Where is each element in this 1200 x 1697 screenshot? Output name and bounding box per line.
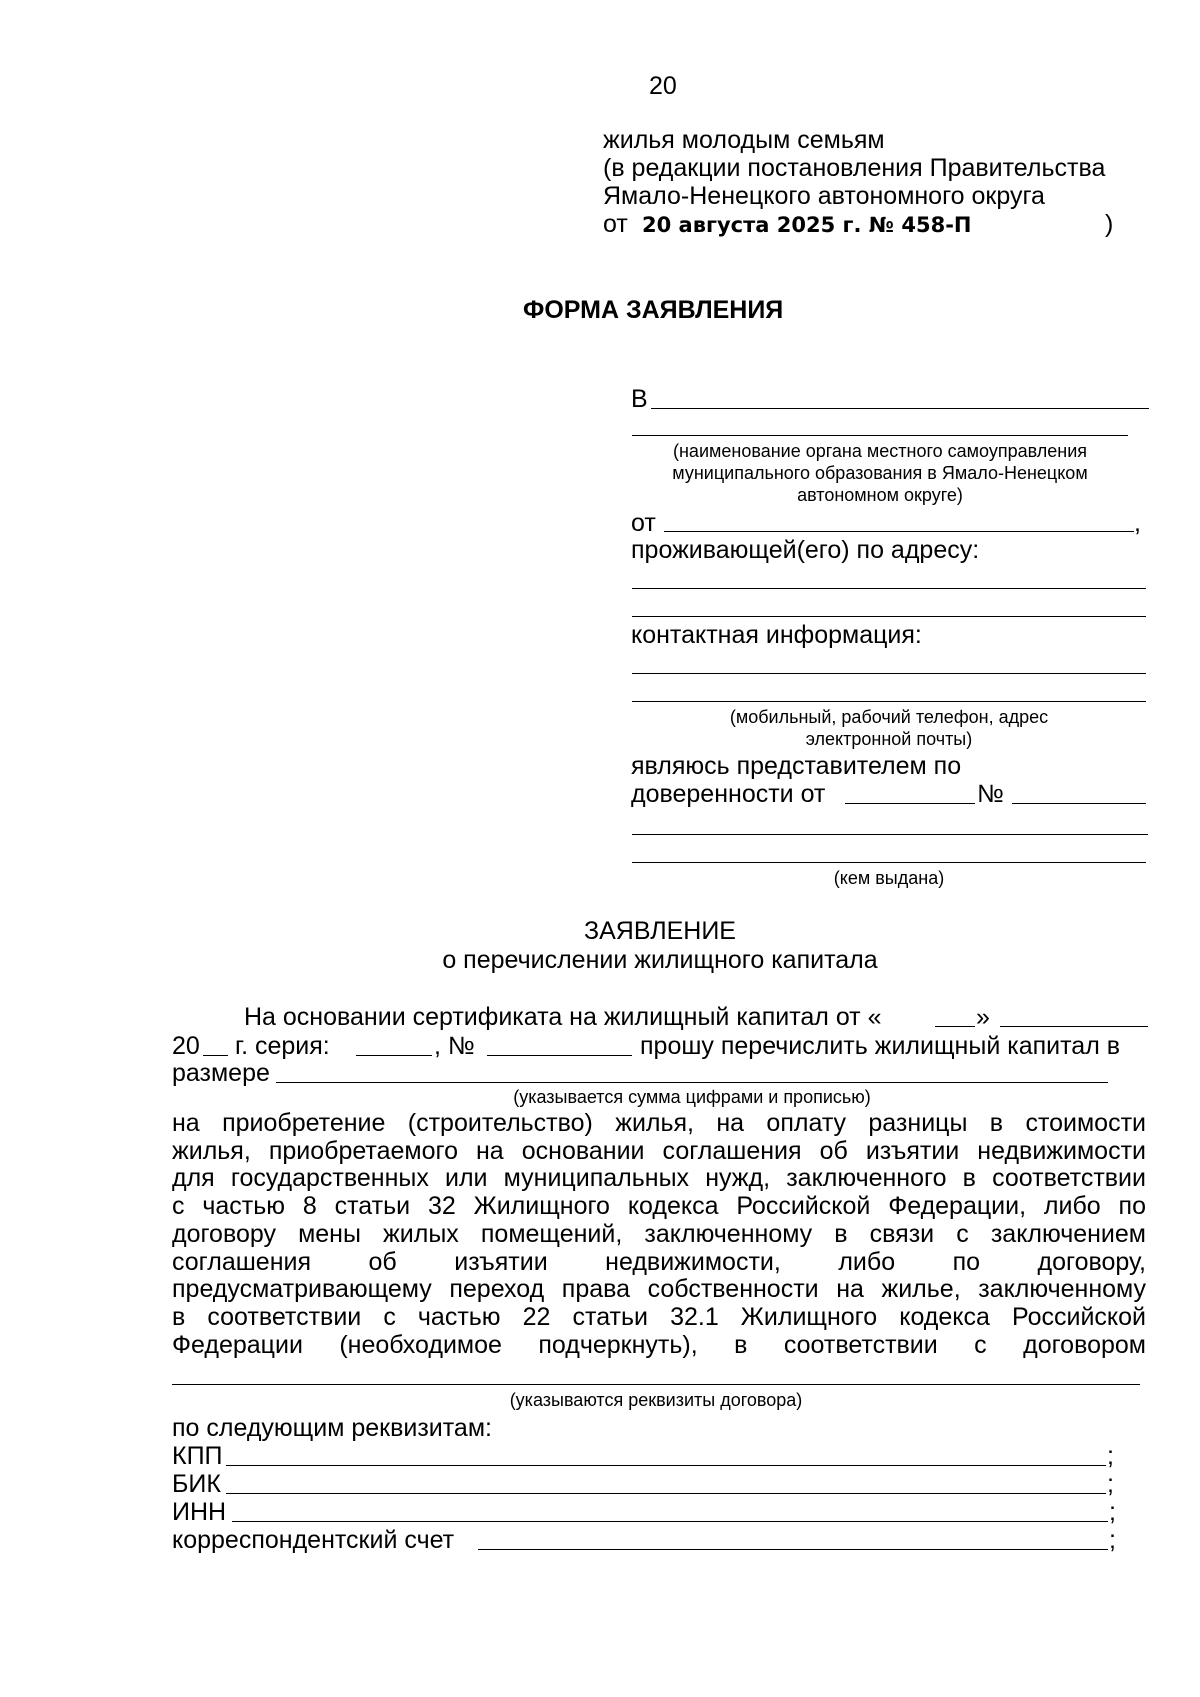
page-number: 20 [649,72,677,100]
certificate-series-field[interactable] [356,1055,432,1056]
contact-hint-1: (мобильный, рабочий телефон, адрес [729,707,1049,727]
amount-label: размере [172,1059,270,1087]
certificate-number-field[interactable] [487,1055,632,1056]
power-of-attorney-date-field[interactable] [845,803,975,804]
header-date-number: 20 августа 2025 г. № 458-П [642,213,972,237]
contact-label: контактная информация: [631,621,922,649]
representative-line-2: доверенности от [631,780,826,808]
statement-subheading: о перечислении жилищного капитала [442,946,878,974]
kpp-field[interactable] [226,1465,1106,1466]
header-line-2: (в редакции постановления Правительства [603,154,1106,182]
address-field-2[interactable] [632,616,1146,617]
org-hint-1: (наименование органа местного самоуправления [673,441,1087,461]
representative-line-1: являюсь представителем по [631,752,962,780]
corr-account-field[interactable] [478,1549,1108,1550]
header-close-paren: ) [1105,210,1114,238]
body-line-4: с частью 8 статьи 32 Жилищного кодекса Российской Федерации, либо по [172,1192,1146,1220]
certificate-day-field[interactable] [935,1026,975,1027]
header-line-3: Ямало-Ненецкого автономного округа [603,182,1045,210]
transfer-request-text: прошу перечислить жилищный капитал в [640,1032,1121,1060]
org-hint-2: муниципального образования в Ямало-Ненецком [672,463,1088,483]
amount-hint: (указывается сумма цифрами и прописью) [513,1087,871,1107]
corr-account-semicolon: ; [1109,1526,1116,1554]
kpp-semicolon: ; [1107,1442,1114,1470]
number-label: , № [434,1032,475,1060]
contact-field-2[interactable] [632,701,1146,702]
requisites-label: по следующим реквизитам: [172,1414,492,1442]
body-line-3: для государственных или муниципальных нужд, заключенного в соответствии [172,1164,1146,1192]
applicant-comma: , [1134,509,1141,537]
issued-by-field-2[interactable] [632,862,1146,863]
body-line-9: Федерации (необходимое подчеркнуть), в соответствии с договором [172,1331,1146,1359]
header-ot: от [603,210,628,238]
certificate-month-field[interactable] [1000,1026,1148,1027]
contact-hint-2: электронной почты) [805,729,973,749]
address-label: проживающей(его) по адресу: [631,536,980,564]
inn-field[interactable] [232,1521,1108,1522]
body-line-5: договору мены жилых помещений, заключенному в связи с заключением [172,1220,1146,1248]
body-line-8: в соответствии с частью 22 статьи 32.1 Жилищного кодекса Российской [172,1303,1146,1331]
corr-account-label: корреспондентский счет [172,1526,455,1554]
addressee-org-field[interactable] [651,408,1149,409]
certificate-year-field[interactable] [203,1055,228,1056]
body-line-6: соглашения об изъятии недвижимости, либо по договору, [172,1248,1146,1276]
body-line-7: предусматривающему переход права собственности на жилье, заключенному [172,1275,1146,1303]
series-label: г. серия: [235,1032,330,1060]
bik-semicolon: ; [1107,1470,1114,1498]
certificate-line-text: На основании сертификата на жилищный капитал от « [244,1003,882,1031]
inn-label: ИНН [172,1498,227,1526]
contact-field-1[interactable] [632,673,1146,674]
poa-number-sign: № [977,780,1004,808]
inn-semicolon: ; [1109,1498,1116,1526]
bik-label: БИК [172,1470,221,1498]
certificate-quote-close: » [976,1003,990,1031]
issued-by-field-1[interactable] [632,834,1148,835]
issued-by-hint: (кем выдана) [833,868,945,888]
year-prefix: 20 [172,1032,200,1060]
statement-heading: ЗАЯВЛЕНИЕ [583,917,736,945]
addressee-v-label: В [631,385,648,413]
contract-hint: (указываются реквизиты договора) [509,1390,803,1410]
contract-details-field[interactable] [172,1384,1140,1385]
body-line-2: жилья, приобретаемого на основании соглашения об изъятии недвижимости [172,1137,1146,1165]
power-of-attorney-number-field[interactable] [1012,803,1146,804]
addressee-org-field-2[interactable] [632,435,1128,436]
header-line-1: жилья молодым семьям [603,126,885,154]
applicant-ot-label: от [631,509,656,537]
applicant-name-field[interactable] [664,531,1134,532]
kpp-label: КПП [172,1442,223,1470]
body-line-1: на приобретение (строительство) жилья, на оплату разницы в стоимости [172,1109,1146,1137]
form-title: ФОРМА ЗАЯВЛЕНИЯ [523,296,784,324]
bik-field[interactable] [226,1493,1106,1494]
org-hint-3: автономном округе) [797,485,963,505]
amount-field[interactable] [276,1082,1108,1083]
address-field-1[interactable] [632,588,1146,589]
